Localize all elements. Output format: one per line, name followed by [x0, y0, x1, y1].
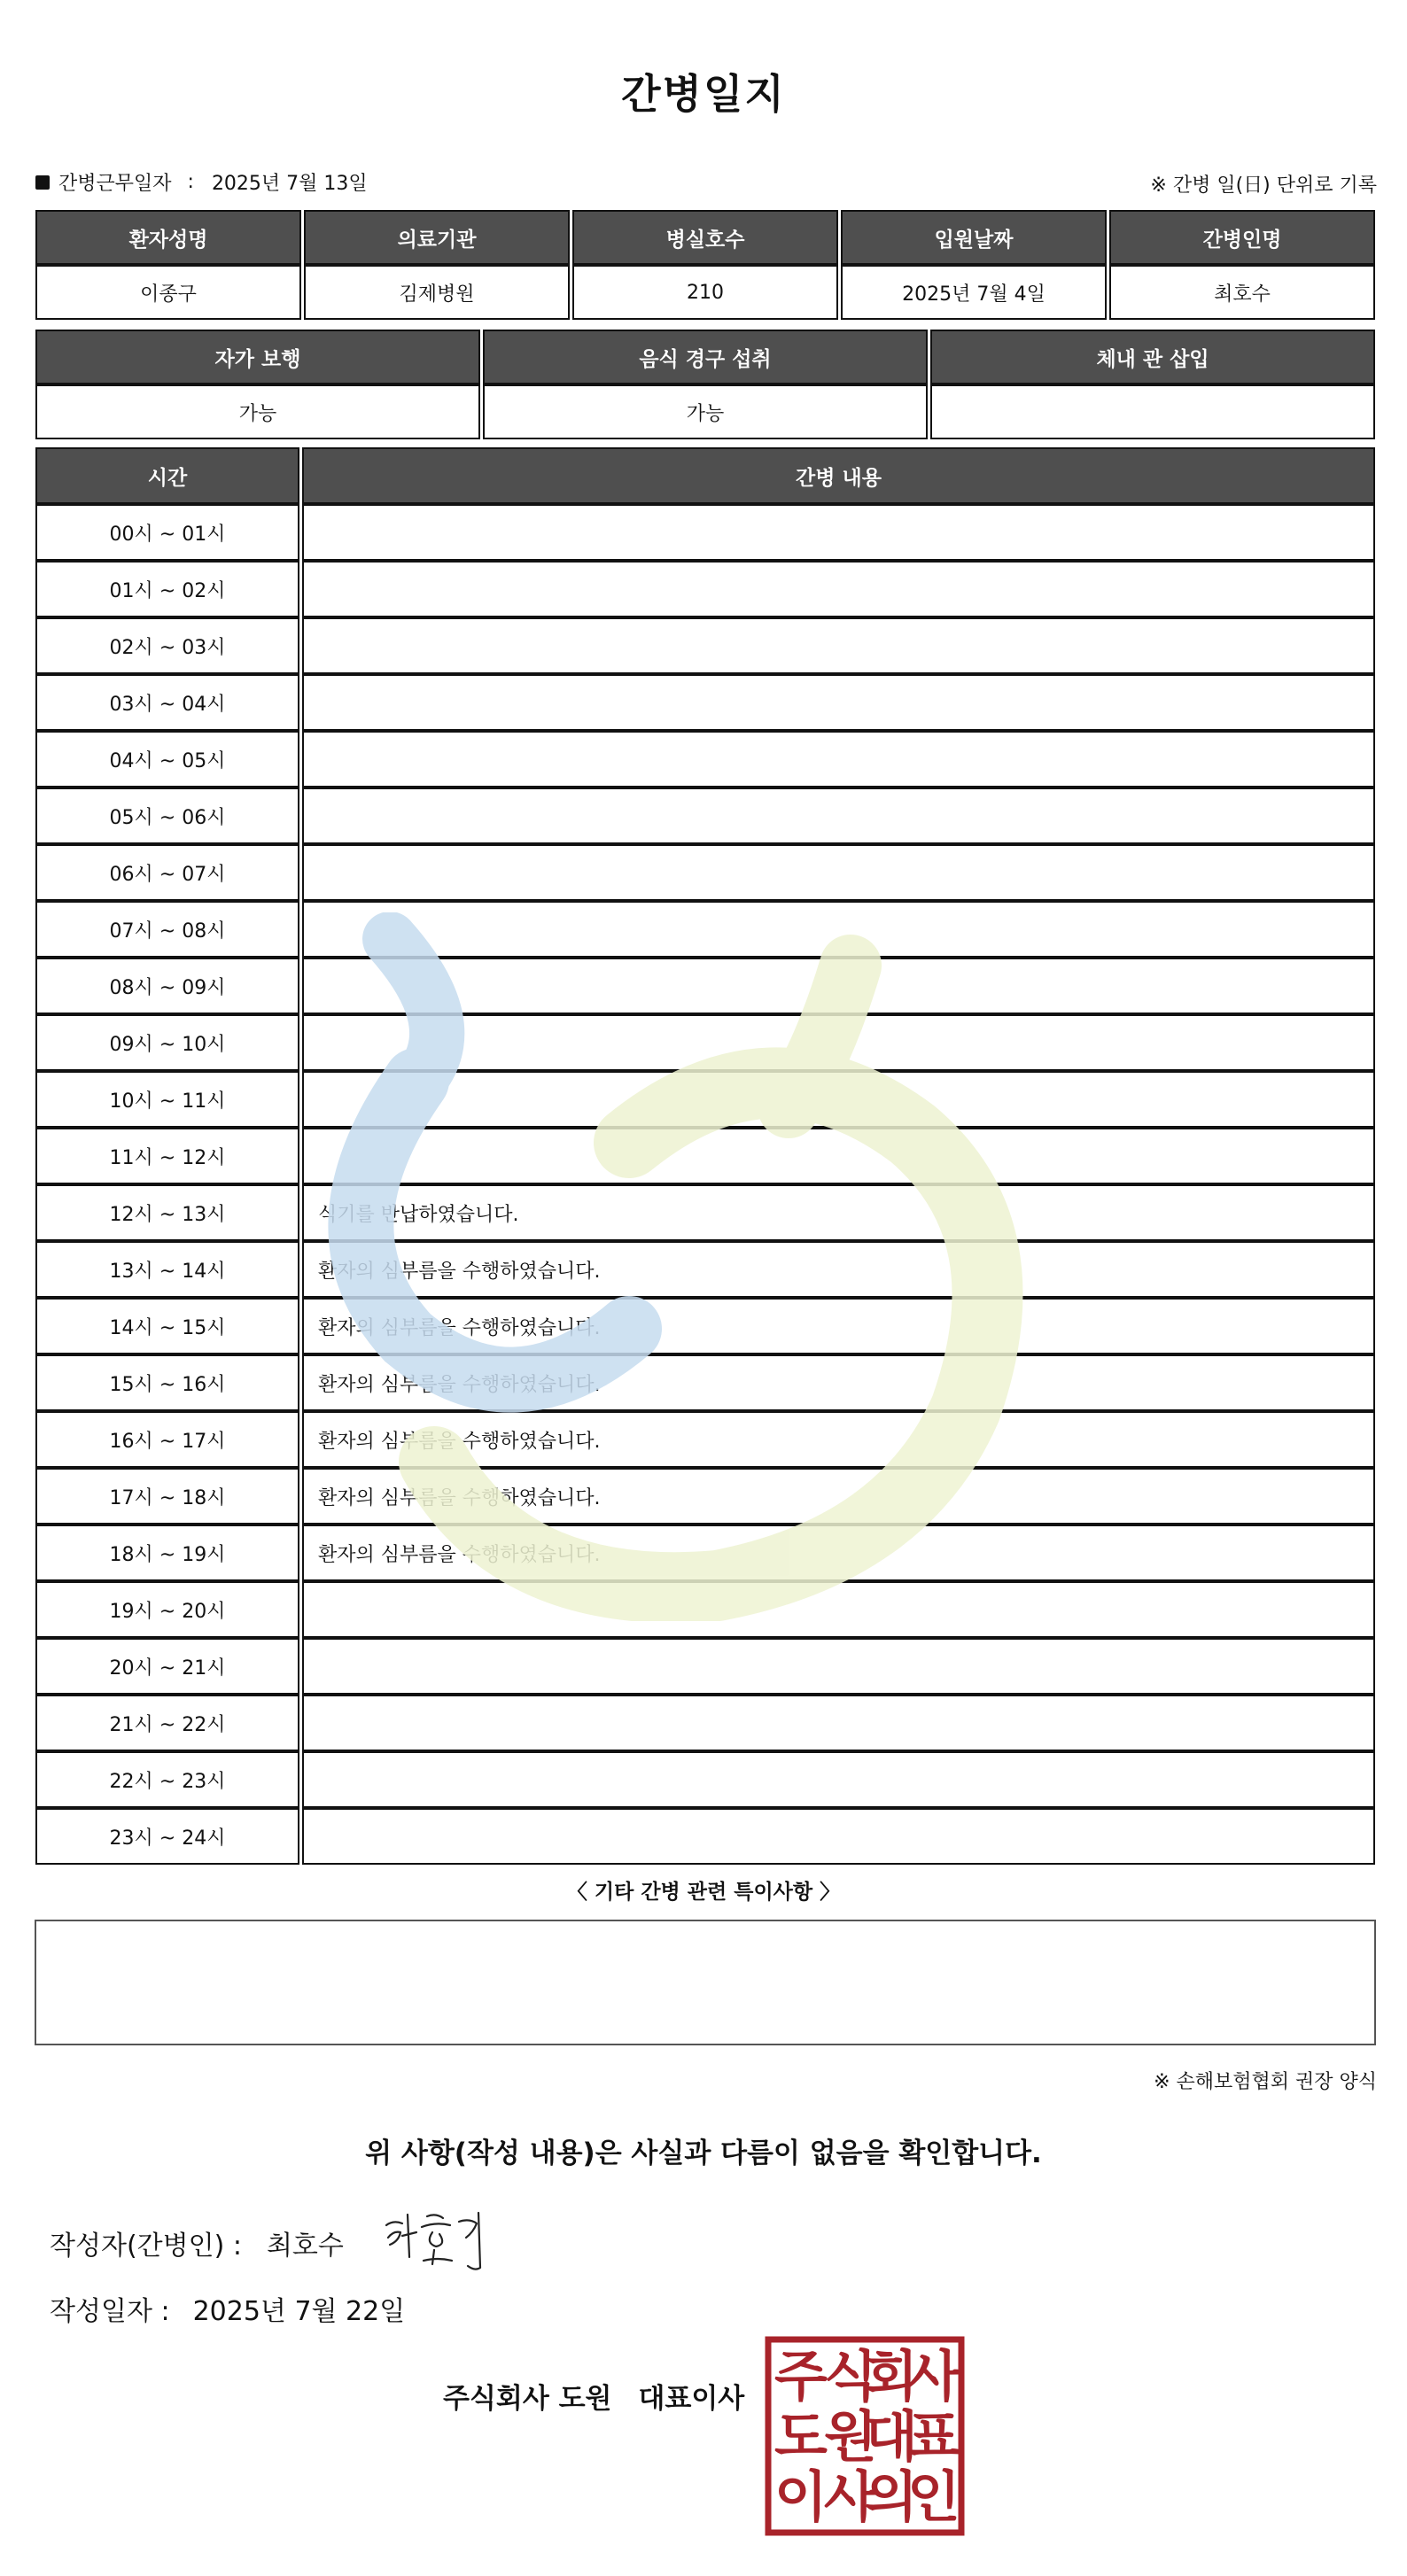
log-content-cell — [302, 561, 1375, 617]
self-walking-value: 가능 — [35, 384, 480, 439]
log-time-cell: 22시 ~ 23시 — [35, 1751, 299, 1808]
writer-label: 작성자(간병인) : — [50, 2231, 242, 2262]
hourly-log-table — [33, 447, 1378, 1865]
log-row — [35, 561, 1375, 617]
log-row — [35, 1241, 1375, 1298]
company-line — [443, 2376, 744, 2416]
writer-line — [50, 2223, 344, 2262]
patient-info-header-row — [35, 210, 1375, 265]
log-content-cell — [302, 788, 1375, 844]
svg-text:도: 도 — [774, 2404, 828, 2469]
log-time-cell: 21시 ~ 22시 — [35, 1695, 299, 1751]
patient-info-value-row — [35, 265, 1375, 320]
company-name: 주식회사 도원 — [443, 2383, 612, 2415]
log-time-cell: 01시 ~ 02시 — [35, 561, 299, 617]
log-time-cell: 20시 ~ 21시 — [35, 1638, 299, 1695]
log-time-cell: 13시 ~ 14시 — [35, 1241, 299, 1298]
log-content-cell: 환자의 심부름을 수행하였습니다. — [302, 1241, 1375, 1298]
oral-intake-value: 가능 — [483, 384, 928, 439]
svg-text:표: 표 — [907, 2404, 960, 2469]
svg-text:식: 식 — [824, 2344, 877, 2409]
written-date-value: 2025년 7월 22일 — [192, 2296, 406, 2327]
log-time-cell: 03시 ~ 04시 — [35, 674, 299, 731]
log-time-cell: 12시 ~ 13시 — [35, 1184, 299, 1241]
log-content-cell — [302, 1808, 1375, 1865]
log-content-cell — [302, 1695, 1375, 1751]
log-content-cell — [302, 1071, 1375, 1128]
log-content-cell — [302, 731, 1375, 788]
header-patient-name: 환자성명 — [35, 210, 301, 265]
log-row — [35, 1581, 1375, 1638]
log-row — [35, 958, 1375, 1014]
header-caregiver-name: 간병인명 — [1109, 210, 1375, 265]
log-row — [35, 844, 1375, 901]
written-date-label: 작성일자 : — [50, 2296, 170, 2327]
log-row — [35, 1751, 1375, 1808]
log-row — [35, 617, 1375, 674]
log-content-cell — [302, 1581, 1375, 1638]
log-time-cell: 09시 ~ 10시 — [35, 1014, 299, 1071]
written-date-line — [50, 2289, 405, 2328]
duty-date — [35, 168, 368, 196]
log-row — [35, 1184, 1375, 1241]
log-content-cell — [302, 1638, 1375, 1695]
tube-insertion-value — [930, 384, 1375, 439]
log-row — [35, 1695, 1375, 1751]
log-time-cell: 14시 ~ 15시 — [35, 1298, 299, 1354]
room-number: 210 — [572, 265, 838, 320]
log-content-cell — [302, 958, 1375, 1014]
log-row — [35, 1071, 1375, 1128]
duty-date-separator: : — [187, 171, 194, 193]
log-time-cell: 02시 ~ 03시 — [35, 617, 299, 674]
log-row — [35, 788, 1375, 844]
log-row — [35, 1468, 1375, 1525]
svg-text:인: 인 — [907, 2464, 960, 2529]
log-row — [35, 1808, 1375, 1865]
log-row — [35, 1525, 1375, 1581]
log-content-cell — [302, 674, 1375, 731]
special-notes-box — [35, 1920, 1376, 2045]
log-content-cell — [302, 844, 1375, 901]
svg-text:주: 주 — [774, 2344, 828, 2409]
log-time-cell: 15시 ~ 16시 — [35, 1354, 299, 1411]
log-time-cell: 10시 ~ 11시 — [35, 1071, 299, 1128]
duty-date-value: 2025년 7월 13일 — [211, 173, 368, 195]
log-row — [35, 1354, 1375, 1411]
log-row — [35, 1411, 1375, 1468]
log-time-cell: 05시 ~ 06시 — [35, 788, 299, 844]
log-content-cell — [302, 1014, 1375, 1071]
log-time-cell: 04시 ~ 05시 — [35, 731, 299, 788]
log-row — [35, 674, 1375, 731]
writer-name: 최호수 — [266, 2231, 344, 2262]
svg-text:원: 원 — [824, 2404, 877, 2469]
log-content-cell: 환자의 심부름을 수행하였습니다. — [302, 1411, 1375, 1468]
representative-title: 대표이사 — [638, 2383, 745, 2415]
admission-date: 2025년 7월 4일 — [841, 265, 1107, 320]
log-row — [35, 1014, 1375, 1071]
document-title: 간병일지 — [621, 70, 786, 118]
log-time-cell: 16시 ~ 17시 — [35, 1411, 299, 1468]
log-header-row — [35, 447, 1375, 504]
hospital-name: 김제병원 — [304, 265, 570, 320]
svg-text:사: 사 — [907, 2344, 960, 2409]
unit-note: ※ 간병 일(日) 단위로 기록 — [1150, 175, 1377, 197]
log-content-cell: 환자의 심부름을 수행하였습니다. — [302, 1525, 1375, 1581]
header-oral-intake: 음식 경구 섭취 — [483, 330, 928, 384]
care-status-value-row — [35, 384, 1375, 439]
header-tube-insertion: 체내 관 삽입 — [930, 330, 1375, 384]
log-content-cell: 환자의 심부름을 수행하였습니다. — [302, 1354, 1375, 1411]
log-content-cell — [302, 504, 1375, 561]
log-time-cell: 17시 ~ 18시 — [35, 1468, 299, 1525]
patient-info-table — [33, 210, 1378, 320]
log-time-cell: 11시 ~ 12시 — [35, 1128, 299, 1184]
log-row — [35, 901, 1375, 958]
log-time-cell: 00시 ~ 01시 — [35, 504, 299, 561]
log-time-cell: 08시 ~ 09시 — [35, 958, 299, 1014]
company-seal-stamp — [764, 2335, 966, 2537]
log-content-cell — [302, 1128, 1375, 1184]
form-note: ※ 손해보험협회 권장 양식 — [1154, 2071, 1377, 2093]
svg-text:의: 의 — [865, 2464, 918, 2529]
svg-text:대: 대 — [865, 2404, 918, 2469]
patient-name: 이종구 — [35, 265, 301, 320]
care-status-table — [33, 330, 1378, 439]
header-self-walking: 자가 보행 — [35, 330, 480, 384]
log-time-cell: 07시 ~ 08시 — [35, 901, 299, 958]
handwritten-signature — [381, 2206, 496, 2277]
header-room-number: 병실호수 — [572, 210, 838, 265]
log-row — [35, 1128, 1375, 1184]
header-time: 시간 — [35, 447, 299, 504]
header-care-content: 간병 내용 — [302, 447, 1375, 504]
log-time-cell: 06시 ~ 07시 — [35, 844, 299, 901]
caregiver-name: 최호수 — [1109, 265, 1375, 320]
log-row — [35, 504, 1375, 561]
care-status-header-row — [35, 330, 1375, 384]
log-content-cell: 환자의 심부름을 수행하였습니다. — [302, 1298, 1375, 1354]
confirmation-statement: 위 사항(작성 내용)은 사실과 다름이 없음을 확인합니다. — [365, 2138, 1042, 2169]
square-bullet-icon — [35, 175, 50, 190]
svg-text:이: 이 — [774, 2464, 828, 2529]
log-time-cell: 18시 ~ 19시 — [35, 1525, 299, 1581]
header-hospital: 의료기관 — [304, 210, 570, 265]
svg-text:회: 회 — [865, 2344, 918, 2409]
svg-text:사: 사 — [824, 2464, 877, 2529]
log-content-cell — [302, 617, 1375, 674]
log-content-cell — [302, 901, 1375, 958]
log-content-cell: 환자의 심부름을 수행하였습니다. — [302, 1468, 1375, 1525]
log-time-cell: 23시 ~ 24시 — [35, 1808, 299, 1865]
log-body — [35, 504, 1375, 1865]
log-content-cell: 식기를 반납하였습니다. — [302, 1184, 1375, 1241]
log-time-cell: 19시 ~ 20시 — [35, 1581, 299, 1638]
header-admission-date: 입원날짜 — [841, 210, 1107, 265]
duty-date-label: 간병근무일자 — [58, 173, 172, 195]
log-row — [35, 1638, 1375, 1695]
special-notes-title: 〈 기타 간병 관련 특이사항 〉 — [566, 1881, 841, 1904]
log-row — [35, 1298, 1375, 1354]
log-content-cell — [302, 1751, 1375, 1808]
log-row — [35, 731, 1375, 788]
